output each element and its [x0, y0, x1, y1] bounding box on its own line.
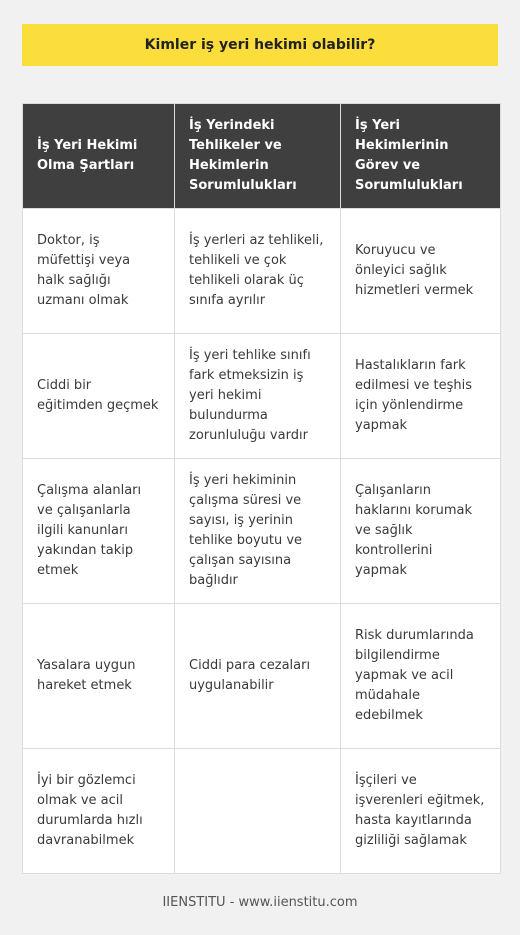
table-cell: İşçileri ve işverenleri eğitmek, hasta kayıtlarında gizliliği sağlamak — [341, 749, 501, 874]
page-title: Kimler iş yeri hekimi olabilir? — [144, 37, 376, 53]
table-cell: Çalışanların haklarını korumak ve sağlık kontrollerini yapmak — [341, 459, 501, 604]
column-header-requirements: İş Yeri Hekimi Olma Şartları — [23, 104, 175, 209]
info-table — [22, 103, 501, 874]
table-header-row — [23, 104, 501, 209]
table-row — [23, 334, 501, 459]
table-cell: Risk durumlarında bilgilendirme yapmak ve acil müdahale edebilmek — [341, 604, 501, 749]
footer-credit: IIENSTITU - www.iienstitu.com — [162, 895, 358, 910]
column-header-duties: İş Yeri Hekimlerinin Görev ve Sorumlulukları — [341, 104, 501, 209]
table-row — [23, 459, 501, 604]
column-header-hazards: İş Yerindeki Tehlikeler ve Hekimlerin Sorumlulukları — [175, 104, 341, 209]
table-cell: İş yeri tehlike sınıfı fark etmeksizin iş yeri hekimi bulundurma zorunluluğu vardır — [175, 334, 341, 459]
table-row — [23, 749, 501, 874]
table-cell: Yasalara uygun hareket etmek — [23, 604, 175, 749]
table-cell: İş yeri hekiminin çalışma süresi ve sayısı, iş yerinin tehlike boyutu ve çalışan sayısına bağlıdır — [175, 459, 341, 604]
table-cell: Doktor, iş müfettişi veya halk sağlığı uzmanı olmak — [23, 209, 175, 334]
table-cell: İyi bir gözlemci olmak ve acil durumlarda hızlı davranabilmek — [23, 749, 175, 874]
title-banner — [22, 24, 498, 66]
table-cell — [175, 749, 341, 874]
table-row — [23, 209, 501, 334]
table-row — [23, 604, 501, 749]
table-cell: İş yerleri az tehlikeli, tehlikeli ve çok tehlikeli olarak üç sınıfa ayrılır — [175, 209, 341, 334]
table-cell: Çalışma alanları ve çalışanlarla ilgili kanunları yakından takip etmek — [23, 459, 175, 604]
table-cell: Koruyucu ve önleyici sağlık hizmetleri vermek — [341, 209, 501, 334]
table-cell: Ciddi bir eğitimden geçmek — [23, 334, 175, 459]
table-cell: Ciddi para cezaları uygulanabilir — [175, 604, 341, 749]
table-cell: Hastalıkların fark edilmesi ve teşhis için yönlendirme yapmak — [341, 334, 501, 459]
